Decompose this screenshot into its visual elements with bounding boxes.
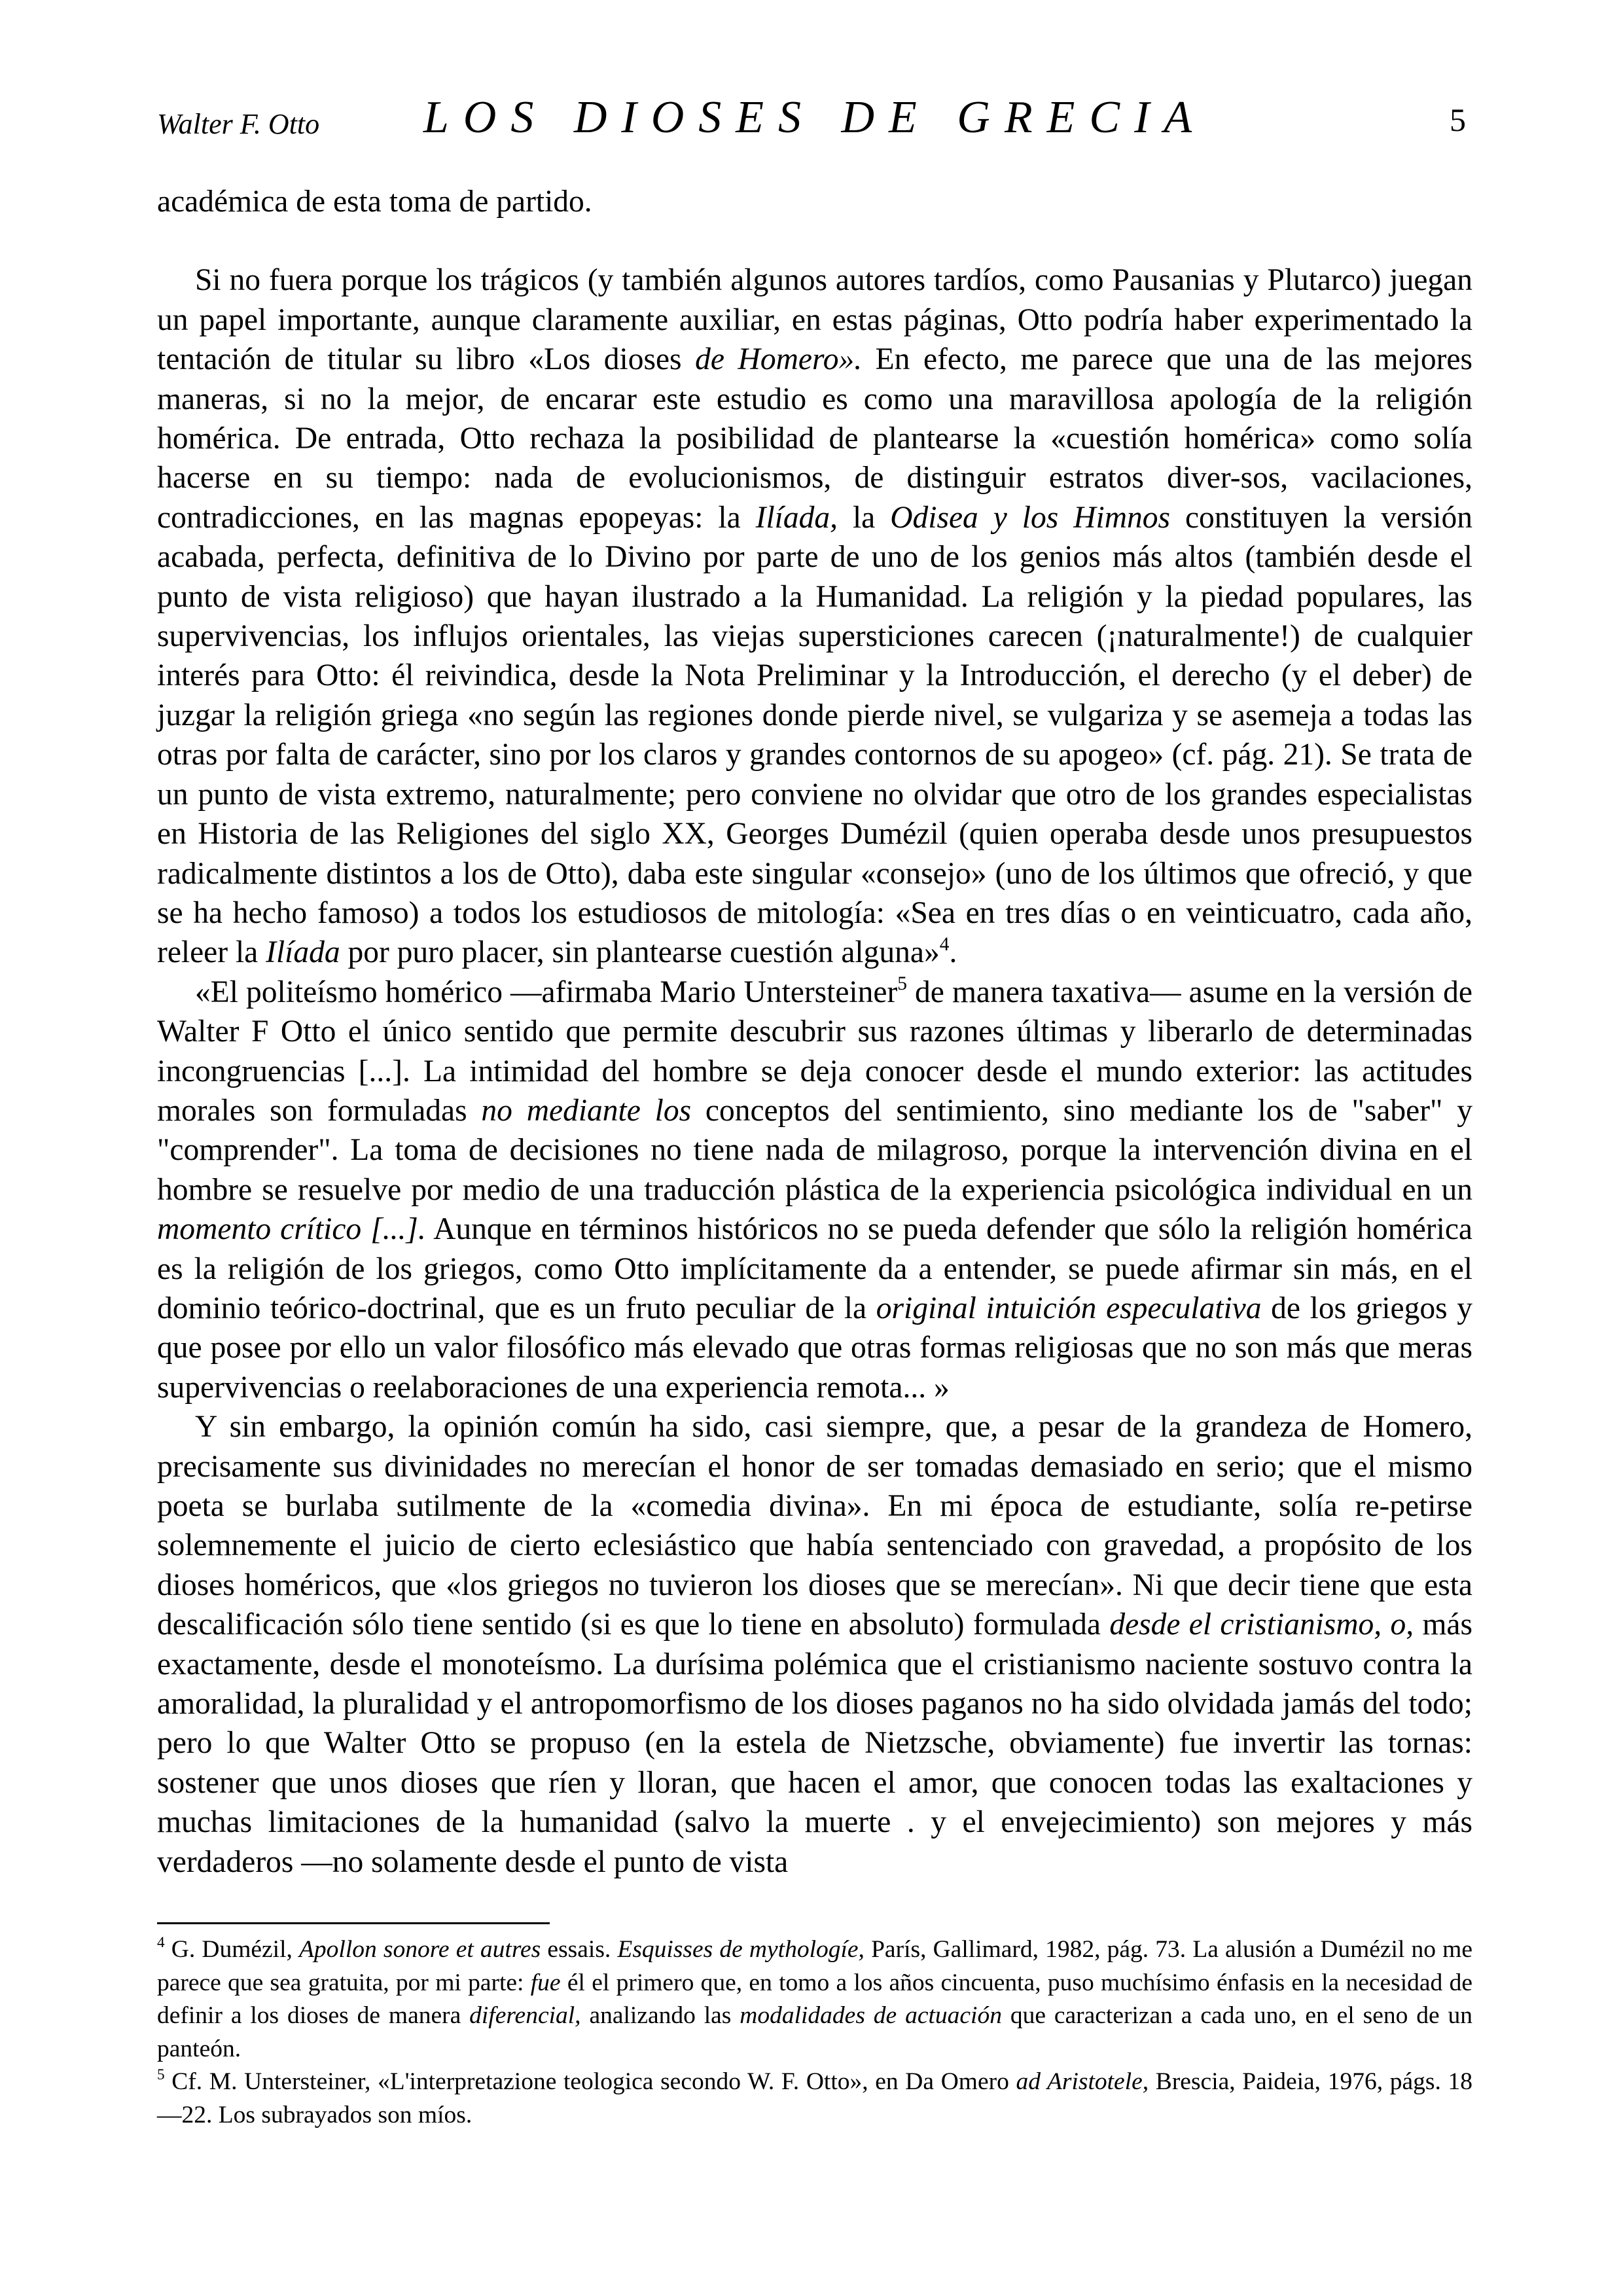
- text-run: Si no fuera porque los trágicos (y también algunos autores tardíos, como Pausanias y Plutarco) juegan un papel importante, aunque claramente auxiliar, en estas páginas, Otto podría haber experimentado la tentación de titular su libro «Los dioses: [157, 263, 1472, 377]
- italic-text: de Homero».: [695, 342, 863, 377]
- text-run: Cf. M. Untersteiner, «L'interpretazione teologica secondo W. F. Otto», en Da Omero: [164, 2068, 1016, 2095]
- italic-text: Esquisses de mythologíe,: [617, 1936, 865, 1963]
- text-run: Aunque en términos históricos no se pueda defender que sólo la religión homérica es la religión de los griegos, como Otto implícitamente da a entender, se puede afirmar sin más, en el dominio teórico-doctrinal, que es un fruto peculiar de la: [157, 1212, 1472, 1325]
- text-run: la: [838, 500, 891, 535]
- text-run: de manera taxativa— asume en la versión de Walter F Otto el único sentido que permite descubrir sus razones últimas y liberarlo de determinadas incongruencias [...]. La intimidad del hombre se deja conocer desde el mundo exterior: las actitudes morales son formuladas: [157, 975, 1472, 1128]
- text-run: Brescia, Paideia, 1976, págs. 18—22. Los subrayados son míos.: [157, 2068, 1472, 2128]
- text-run: París, Gallimard, 1982, pág. 73. La alusión a Dumézil no me parece que sea gratuita, por mi parte:: [157, 1936, 1472, 1996]
- text-run: por puro placer, sin plantearse cuestión alguna»: [340, 935, 940, 970]
- italic-text: fue: [530, 1969, 561, 1996]
- italic-text: Odisea y los Himnos: [890, 500, 1170, 535]
- text-run: conceptos del sentimiento, sino mediante los de "saber" y "comprender". La toma de decisiones no tiene nada de milagroso, porque la intervención divina en el hombre se resuelve por medio de una traducción plástica de la experiencia psicológica individual en un: [157, 1093, 1472, 1207]
- italic-text: original intuición especulativa: [876, 1291, 1262, 1325]
- footnote-number: 4: [157, 1934, 165, 1952]
- italic-text: no mediante los: [481, 1093, 692, 1128]
- text-run: académica de esta toma de partido.: [157, 185, 592, 219]
- paragraph-homer-apology: [157, 260, 1472, 972]
- text-run: En efecto, me parece que una de las mejores maneras, si no la mejor, de encarar este estudio es como una maravillosa apología de la religión homérica. De entrada, Otto rechaza la posibilidad de plantearse la «cuestión homérica» como solía hacerse en su tiempo: nada de evolucionismos, de distinguir estratos diver-sos, vacilaciones, contradicciones, en las magnas epopeyas: la: [157, 342, 1472, 535]
- author-name: Walter F. Otto: [157, 108, 320, 140]
- italic-text: Ilíada: [266, 935, 340, 970]
- footnote-ref-4[interactable]: 4: [939, 934, 950, 956]
- text-run: de los griegos y que posee por ello un valor filosófico más elevado que otras formas religiosas que no son más que meras supervivencias o reelaboraciones de una experiencia remota... »: [157, 1291, 1472, 1405]
- text-run: G. Dumézil,: [164, 1936, 299, 1963]
- text-run: él el primero que, en tomo a los años cincuenta, puso muchísimo énfasis en la necesidad de definir a los dioses de manera: [157, 1969, 1472, 2029]
- footnote-ref-5[interactable]: 5: [897, 973, 907, 995]
- page-number: 5: [1450, 101, 1466, 138]
- paragraph-common-opinion: [157, 1407, 1472, 1882]
- footnotes: [157, 1933, 1472, 2132]
- paragraph-continuation: [157, 182, 1472, 221]
- italic-text: modalidades de actuación: [740, 2002, 1002, 2029]
- footnote-number: 5: [157, 2066, 165, 2084]
- text-run: más exactamente, desde el monoteísmo. La durísima polémica que el cristianismo naciente sostuvo contra la amoralidad, la pluralidad y el antropomorfismo de los dioses paganos no ha sido olvidada jamás del todo; pero lo que Walter Otto se propuso (en la estela de Nietzsche, obviamente) fue invertir las tornas: sostener que unos dioses que ríen y lloran, que hacen el amor, que conocen todas las exaltaciones y muchas limitaciones de la humanidad (salvo la muerte . y el envejecimiento) son mejores y más verdaderos —no solamente desde el punto de vista: [157, 1607, 1472, 1879]
- paragraph-untersteiner-quote: [157, 973, 1472, 1407]
- body-text: [157, 182, 1472, 1882]
- italic-text: diferencial,: [469, 2002, 581, 2029]
- book-title: LOS DIOSES DE GRECIA: [423, 92, 1207, 143]
- footnote-separator: [157, 1922, 550, 1924]
- text-run: que caracterizan a cada uno, en el seno de un panteón.: [157, 2002, 1472, 2062]
- italic-text: ad Aristotele,: [1016, 2068, 1149, 2095]
- italic-text: Ilíada,: [755, 500, 838, 535]
- text-run: «El politeísmo homérico —afirmaba Mario Untersteiner: [195, 975, 898, 1009]
- footnote-5: [157, 2066, 1472, 2132]
- text-run: Y sin embargo, la opinión común ha sido, casi siempre, que, a pesar de la grandeza de Homero, precisamente sus divinidades no merecían el honor de ser tomadas demasiado en serio; que el mismo poeta se burlaba sutilmente de la «comedia divina». En mi época de estudiante, solía re-petirse solemnemente el juicio de cierto eclesiástico que había sentenciado con gravedad, a propósito de los dioses homéricos, que «los griegos no tuvieron los dioses que se merecían». Ni que decir tiene que esta descalificación sólo tiene sentido (si es que lo tiene en absoluto) formulada: [157, 1410, 1472, 1642]
- text-run: essais.: [541, 1936, 618, 1963]
- text-run: .: [949, 935, 957, 970]
- running-header: [157, 92, 1472, 164]
- footnote-4: [157, 1933, 1472, 2066]
- italic-text: desde el cristianismo, o,: [1109, 1607, 1414, 1642]
- italic-text: Apollon sonore et autres: [299, 1936, 541, 1963]
- text-run: analizando las: [580, 2002, 740, 2029]
- text-run: constituyen la versión acabada, perfecta, definitiva de lo Divino por parte de uno de los genios más altos (también desde el punto de vista religioso) que hayan ilustrado a la Humanidad. La religión y la piedad populares, las supervivencias, los influjos orientales, las viejas supersticiones carecen (¡naturalmente!) de cualquier interés para Otto: él reivindica, desde la Nota Preliminar y la Introducción, el derecho (y el deber) de juzgar la religión griega «no según las regiones donde pierde nivel, se vulgariza y se asemeja a todas las otras por falta de carácter, sino por los claros y grandes contornos de su apogeo» (cf. pág. 21). Se trata de un punto de vista extremo, naturalmente; pero conviene no olvidar que otro de los grandes especialistas en Historia de las Religiones del siglo XX, Georges Dumézil (quien operaba desde unos presupuestos radicalmente distintos a los de Otto), daba este singular «consejo» (uno de los últimos que ofreció, y que se ha hecho famoso) a todos los estudiosos de mitología: «Sea en tres días o en veinticuatro, cada año, releer la: [157, 500, 1473, 970]
- italic-text: momento crítico [...].: [157, 1212, 426, 1247]
